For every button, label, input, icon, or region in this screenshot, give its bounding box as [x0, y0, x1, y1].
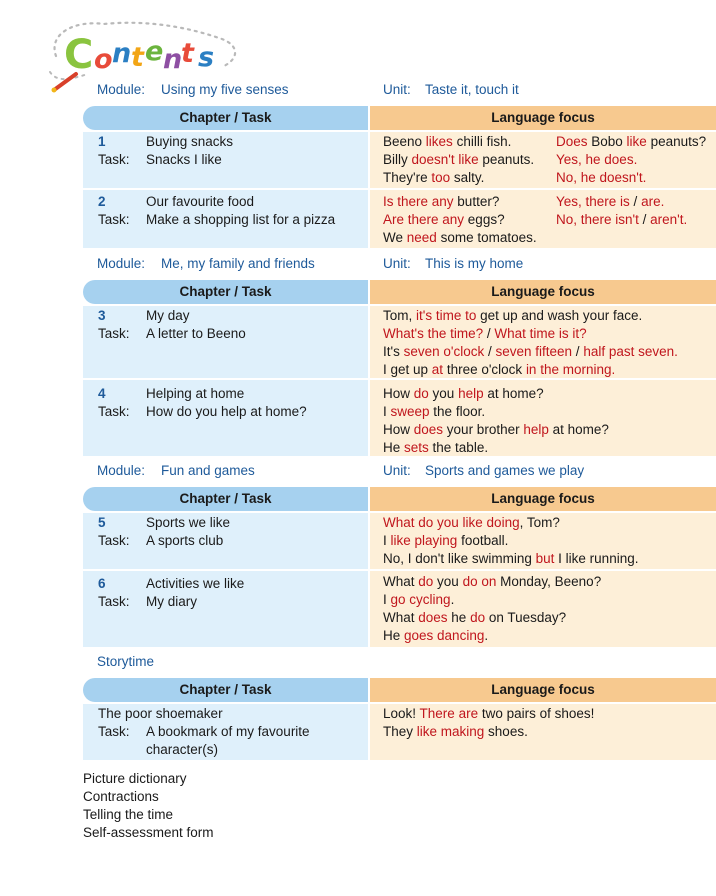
language-focus — [370, 705, 716, 745]
chapter-entry — [83, 307, 368, 347]
highlighted-phrase: Are there any — [383, 212, 465, 227]
plain-phrase: chilli fish. — [452, 134, 512, 149]
highlighted-phrase: seven o'clock — [403, 344, 485, 359]
language-focus-header: Language focus — [370, 106, 716, 130]
unit-name: Taste it, touch it — [425, 82, 519, 97]
language-focus — [370, 307, 716, 379]
plain-phrase: They're — [383, 170, 432, 185]
chapter-number: 4 — [98, 386, 106, 401]
highlighted-phrase: There are — [419, 706, 479, 721]
appendix-item: Telling the time — [83, 807, 174, 822]
highlighted-phrase: half past seven. — [583, 344, 678, 359]
language-focus-header: Language focus — [370, 280, 716, 304]
task-label: Task: — [98, 594, 130, 609]
chapter-title: Buying snacks — [146, 134, 234, 149]
plain-phrase: / — [638, 212, 651, 227]
highlighted-phrase: like making — [416, 724, 485, 739]
language-focus-header: Language focus — [370, 678, 716, 702]
highlighted-phrase: do — [418, 574, 434, 589]
plain-phrase: you — [433, 574, 463, 589]
highlighted-phrase: No, there isn't — [556, 212, 639, 227]
chapter-entry — [83, 385, 368, 425]
appendix-item: Self-assessment form — [83, 825, 214, 840]
highlighted-phrase: like — [626, 134, 647, 149]
plain-phrase: Bobo — [587, 134, 627, 149]
highlighted-phrase: What's the time? — [383, 326, 484, 341]
plain-phrase: / — [572, 344, 584, 359]
plain-phrase: / — [629, 194, 642, 209]
logo-letter: C — [64, 32, 94, 78]
plain-phrase: salty. — [450, 170, 485, 185]
plain-phrase: eggs? — [464, 212, 505, 227]
module-label: Module: — [97, 82, 146, 97]
focus-line — [383, 421, 609, 439]
chapter-title: Our favourite food — [146, 194, 255, 209]
highlighted-phrase: but — [535, 551, 555, 566]
focus-line — [383, 514, 560, 532]
focus-line — [383, 705, 594, 723]
plain-phrase: Tom, — [383, 308, 417, 323]
plain-phrase: you — [428, 386, 459, 401]
plain-phrase: Billy — [383, 152, 412, 167]
logo-letter: t — [131, 42, 144, 73]
module-name: Fun and games — [161, 463, 255, 478]
focus-line — [383, 627, 488, 645]
highlighted-phrase: Yes, there is — [556, 194, 630, 209]
highlighted-phrase: are. — [641, 194, 665, 209]
highlighted-phrase: it's time to — [416, 308, 477, 323]
highlighted-phrase: What time is it? — [494, 326, 587, 341]
plain-phrase: the table. — [428, 440, 489, 455]
plain-phrase: shoes. — [484, 724, 528, 739]
highlighted-phrase: Does — [556, 134, 588, 149]
highlighted-phrase: in the morning. — [525, 362, 616, 377]
unit-label: Unit: — [383, 82, 411, 97]
task-label: Task: — [98, 212, 130, 227]
highlighted-phrase: aren't. — [650, 212, 688, 227]
story-entry — [83, 705, 368, 761]
logo-letter: t — [181, 38, 194, 69]
focus-line — [383, 573, 601, 591]
highlighted-phrase: Is there any — [383, 194, 454, 209]
focus-line — [383, 439, 488, 457]
focus-line — [383, 385, 544, 403]
plain-phrase: Monday, Beeno? — [496, 574, 602, 589]
plain-phrase: two pairs of shoes! — [478, 706, 595, 721]
logo-letter: s — [198, 42, 215, 73]
language-focus-header: Language focus — [370, 487, 716, 511]
plain-phrase: He — [383, 440, 405, 455]
focus-line — [383, 609, 566, 627]
chapter-entry — [83, 514, 368, 554]
focus-line — [556, 133, 706, 151]
highlighted-phrase: at — [431, 362, 444, 377]
focus-line — [383, 325, 587, 343]
highlighted-phrase: help — [523, 422, 549, 437]
chapter-task-header: Chapter / Task — [83, 487, 368, 511]
focus-line — [383, 133, 511, 151]
focus-line — [383, 193, 499, 211]
highlighted-phrase: do — [413, 386, 429, 401]
focus-line — [383, 169, 484, 187]
module-label: Module: — [97, 256, 146, 271]
module-label: Module: — [97, 463, 146, 478]
unit-name: Sports and games we play — [425, 463, 585, 478]
logo-letter: e — [145, 36, 164, 67]
highlighted-phrase: likes — [425, 134, 453, 149]
highlighted-phrase: does — [413, 422, 444, 437]
highlighted-phrase: too — [431, 170, 451, 185]
chapter-number: 6 — [98, 576, 106, 591]
focus-line — [383, 211, 505, 229]
plain-phrase: peanuts? — [646, 134, 707, 149]
highlighted-phrase: goes dancing — [404, 628, 485, 643]
highlighted-phrase: What do you like doing — [383, 515, 520, 530]
focus-line — [556, 193, 664, 211]
chapter-entry — [83, 133, 368, 189]
module-name: Me, my family and friends — [161, 256, 315, 271]
module-line — [0, 82, 716, 100]
unit-label: Unit: — [383, 256, 411, 271]
chapter-entry — [83, 575, 368, 615]
plain-phrase: What — [383, 610, 419, 625]
plain-phrase: I — [383, 592, 391, 607]
highlighted-phrase: do — [470, 610, 486, 625]
appendix-item: Picture dictionary — [83, 771, 187, 786]
highlighted-phrase: like playing — [390, 533, 458, 548]
chapter-task-header: Chapter / Task — [83, 106, 368, 130]
focus-line — [383, 229, 537, 247]
focus-line — [556, 211, 687, 229]
focus-line — [383, 343, 678, 361]
plain-phrase: some tomatoes. — [436, 230, 537, 245]
focus-line — [383, 151, 534, 169]
plain-phrase: I — [383, 533, 391, 548]
highlighted-phrase: sweep — [390, 404, 430, 419]
focus-line — [383, 550, 638, 568]
chapter-number: 1 — [98, 134, 106, 149]
task-title: Snacks I like — [146, 152, 222, 167]
plain-phrase: We — [383, 230, 407, 245]
plain-phrase: . — [450, 592, 455, 607]
chapter-title: My day — [146, 308, 190, 323]
plain-phrase: butter? — [453, 194, 500, 209]
focus-line — [556, 169, 646, 187]
plain-phrase: He — [383, 628, 405, 643]
task-title: A letter to Beeno — [146, 326, 246, 341]
plain-phrase: No, I don't like swimming — [383, 551, 536, 566]
logo-letter: o — [94, 44, 113, 75]
task-title: A sports club — [146, 533, 224, 548]
module-name: Using my five senses — [161, 82, 289, 97]
plain-phrase: / — [483, 326, 495, 341]
plain-phrase: I get up — [383, 362, 432, 377]
plain-phrase: I — [383, 404, 391, 419]
highlighted-phrase: go cycling — [390, 592, 451, 607]
plain-phrase: How — [383, 386, 414, 401]
language-focus — [370, 193, 716, 249]
plain-phrase: What — [383, 574, 419, 589]
focus-line — [383, 361, 615, 379]
task-label: Task: — [98, 404, 130, 419]
chapter-task-header: Chapter / Task — [83, 678, 368, 702]
chapter-number: 5 — [98, 515, 106, 530]
appendix-item: Contractions — [83, 789, 159, 804]
highlighted-phrase: help — [458, 386, 484, 401]
plain-phrase: Beeno — [383, 134, 426, 149]
language-focus — [370, 133, 716, 189]
unit-label: Unit: — [383, 463, 411, 478]
task-label: Task: — [98, 326, 130, 341]
storytime-label: Storytime — [97, 654, 155, 669]
plain-phrase: , Tom? — [519, 515, 560, 530]
task-label: Task: — [98, 152, 130, 167]
chapter-title: Helping at home — [146, 386, 245, 401]
focus-line — [556, 151, 637, 169]
module-line — [0, 256, 716, 274]
plain-phrase: your brother — [443, 422, 524, 437]
plain-phrase: peanuts. — [478, 152, 535, 167]
task-title: A bookmark of my favourite — [146, 724, 310, 739]
task-title: How do you help at home? — [146, 404, 307, 419]
highlighted-phrase: does — [418, 610, 448, 625]
focus-line — [383, 532, 508, 550]
chapter-title: Sports we like — [146, 515, 231, 530]
highlighted-phrase: doesn't like — [411, 152, 479, 167]
focus-line — [383, 591, 454, 609]
chapter-number: 3 — [98, 308, 106, 323]
plain-phrase: They — [383, 724, 417, 739]
task-title: Make a shopping list for a pizza — [146, 212, 336, 227]
logo-letter: n — [163, 44, 183, 75]
focus-line — [383, 307, 642, 325]
plain-phrase: get up and wash your face. — [476, 308, 643, 323]
plain-phrase: I like running. — [554, 551, 639, 566]
plain-phrase: How — [383, 422, 414, 437]
task-label: Task: — [98, 724, 130, 739]
focus-line — [383, 403, 485, 421]
plain-phrase: three o'clock — [443, 362, 526, 377]
language-focus — [370, 514, 716, 570]
task-label: Task: — [98, 533, 130, 548]
highlighted-phrase: No, he doesn't. — [556, 170, 647, 185]
plain-phrase: at home? — [548, 422, 609, 437]
chapter-task-header: Chapter / Task — [83, 280, 368, 304]
unit-name: This is my home — [425, 256, 524, 271]
plain-phrase: at home? — [483, 386, 544, 401]
plain-phrase: the floor. — [429, 404, 486, 419]
task-title: My diary — [146, 594, 198, 609]
chapter-number: 2 — [98, 194, 106, 209]
plain-phrase: Look! — [383, 706, 420, 721]
plain-phrase: on Tuesday? — [485, 610, 567, 625]
chapter-entry — [83, 193, 368, 233]
highlighted-phrase: Yes, he does. — [556, 152, 638, 167]
language-focus — [370, 573, 716, 645]
focus-line — [383, 723, 528, 741]
module-line — [0, 463, 716, 481]
plain-phrase: / — [484, 344, 496, 359]
plain-phrase: he — [447, 610, 471, 625]
plain-phrase: football. — [457, 533, 509, 548]
highlighted-phrase: sets — [404, 440, 429, 455]
language-focus — [370, 385, 716, 457]
logo-letter: n — [112, 38, 132, 69]
plain-phrase: It's — [383, 344, 404, 359]
chapter-title: Activities we like — [146, 576, 245, 591]
plain-phrase: . — [484, 628, 489, 643]
task-title-cont: character(s) — [146, 742, 219, 757]
highlighted-phrase: need — [406, 230, 437, 245]
highlighted-phrase: do on — [462, 574, 497, 589]
highlighted-phrase: seven fifteen — [495, 344, 573, 359]
story-title: The poor shoemaker — [98, 706, 223, 721]
